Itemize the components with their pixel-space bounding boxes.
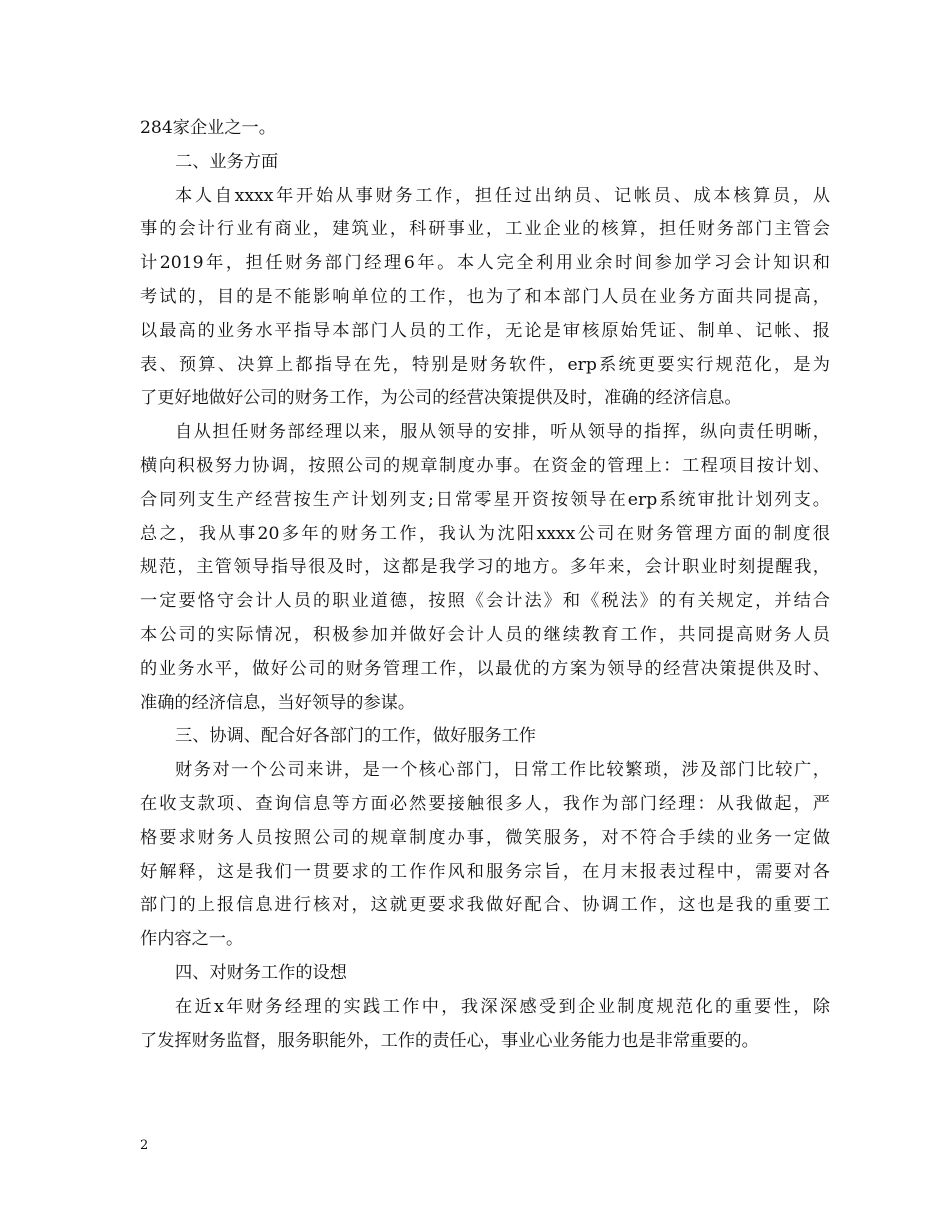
page-number: 2 bbox=[140, 1138, 149, 1153]
text-line: 事的会计行业有商业，建筑业，科研事业，工业企业的核算，担任财务部门主管会 bbox=[140, 219, 830, 240]
text-line: 本人自xxxx年开始从事财务工作，担任过出纳员、记帐员、成本核算员，从 bbox=[175, 185, 830, 206]
text-line: 了更好地做好公司的财务工作，为公司的经营决策提供及时，准确的经济信息。 bbox=[140, 388, 742, 409]
text-line: 合同列支生产经营按生产计划列支;日常零星开资按领导在erp系统审批计划列支。 bbox=[140, 489, 830, 510]
text-line: 在近x年财务经理的实践工作中，我深深感受到企业制度规范化的重要性，除 bbox=[175, 996, 830, 1017]
text-line: 横向积极努力协调，按照公司的规章制度办事。在资金的管理上：工程项目按计划、 bbox=[140, 455, 830, 476]
text-line: 本公司的实际情况，积极参加并做好会计人员的继续教育工作，共同提高财务人员 bbox=[140, 624, 830, 645]
text-line: 以最高的业务水平指导本部门人员的工作，无论是审核原始凭证、制单、记帐、报 bbox=[140, 320, 830, 341]
text-line: 计2019年，担任财务部门经理6年。本人完全利用业余时间参加学习会计知识和 bbox=[140, 253, 830, 274]
text-line: 二、业务方面 bbox=[175, 151, 279, 172]
text-line: 考试的，目的是不能影响单位的工作，也为了和本部门人员在业务方面共同提高， bbox=[140, 286, 830, 307]
text-line: 规范，主管领导指导很及时，这都是我学习的地方。多年来，会计职业时刻提醒我， bbox=[140, 557, 830, 578]
text-line: 自从担任财务部经理以来，服从领导的安排，听从领导的指挥，纵向责任明晰， bbox=[175, 422, 830, 443]
text-line: 三、协调、配合好各部门的工作，做好服务工作 bbox=[175, 726, 536, 747]
text-line: 准确的经济信息，当好领导的参谋。 bbox=[140, 692, 416, 713]
text-line: 了发挥财务监督，服务职能外，工作的责任心，事业心业务能力也是非常重要的。 bbox=[140, 1030, 759, 1051]
document-body bbox=[140, 112, 830, 1058]
text-line: 财务对一个公司来讲，是一个核心部门，日常工作比较繁琐，涉及部门比较广， bbox=[175, 760, 830, 781]
text-line: 表、预算、决算上都指导在先，特别是财务软件，erp系统更要实行规范化，是为 bbox=[140, 354, 830, 375]
text-line: 在收支款项、查询信息等方面必然要接触很多人，我作为部门经理：从我做起，严 bbox=[140, 793, 830, 814]
text-line: 总之，我从事20多年的财务工作，我认为沈阳xxxx公司在财务管理方面的制度很 bbox=[140, 523, 830, 544]
text-line: 一定要恪守会计人员的职业道德，按照《会计法》和《税法》的有关规定，并结合 bbox=[140, 591, 830, 612]
text-line: 部门的上报信息进行核对，这就更要求我做好配合、协调工作，这也是我的重要工 bbox=[140, 895, 830, 916]
text-line: 284家企业之一。 bbox=[140, 118, 276, 138]
text-line: 四、对财务工作的设想 bbox=[175, 962, 347, 983]
text-line: 好解释，这是我们一贯要求的工作作风和服务宗旨，在月末报表过程中，需要对各 bbox=[140, 861, 830, 882]
text-line: 的业务水平，做好公司的财务管理工作，以最优的方案为领导的经营决策提供及时、 bbox=[140, 658, 830, 679]
text-line: 格要求财务人员按照公司的规章制度办事，微笑服务，对不符合手续的业务一定做 bbox=[140, 827, 830, 848]
text-line: 作内容之一。 bbox=[140, 929, 244, 950]
